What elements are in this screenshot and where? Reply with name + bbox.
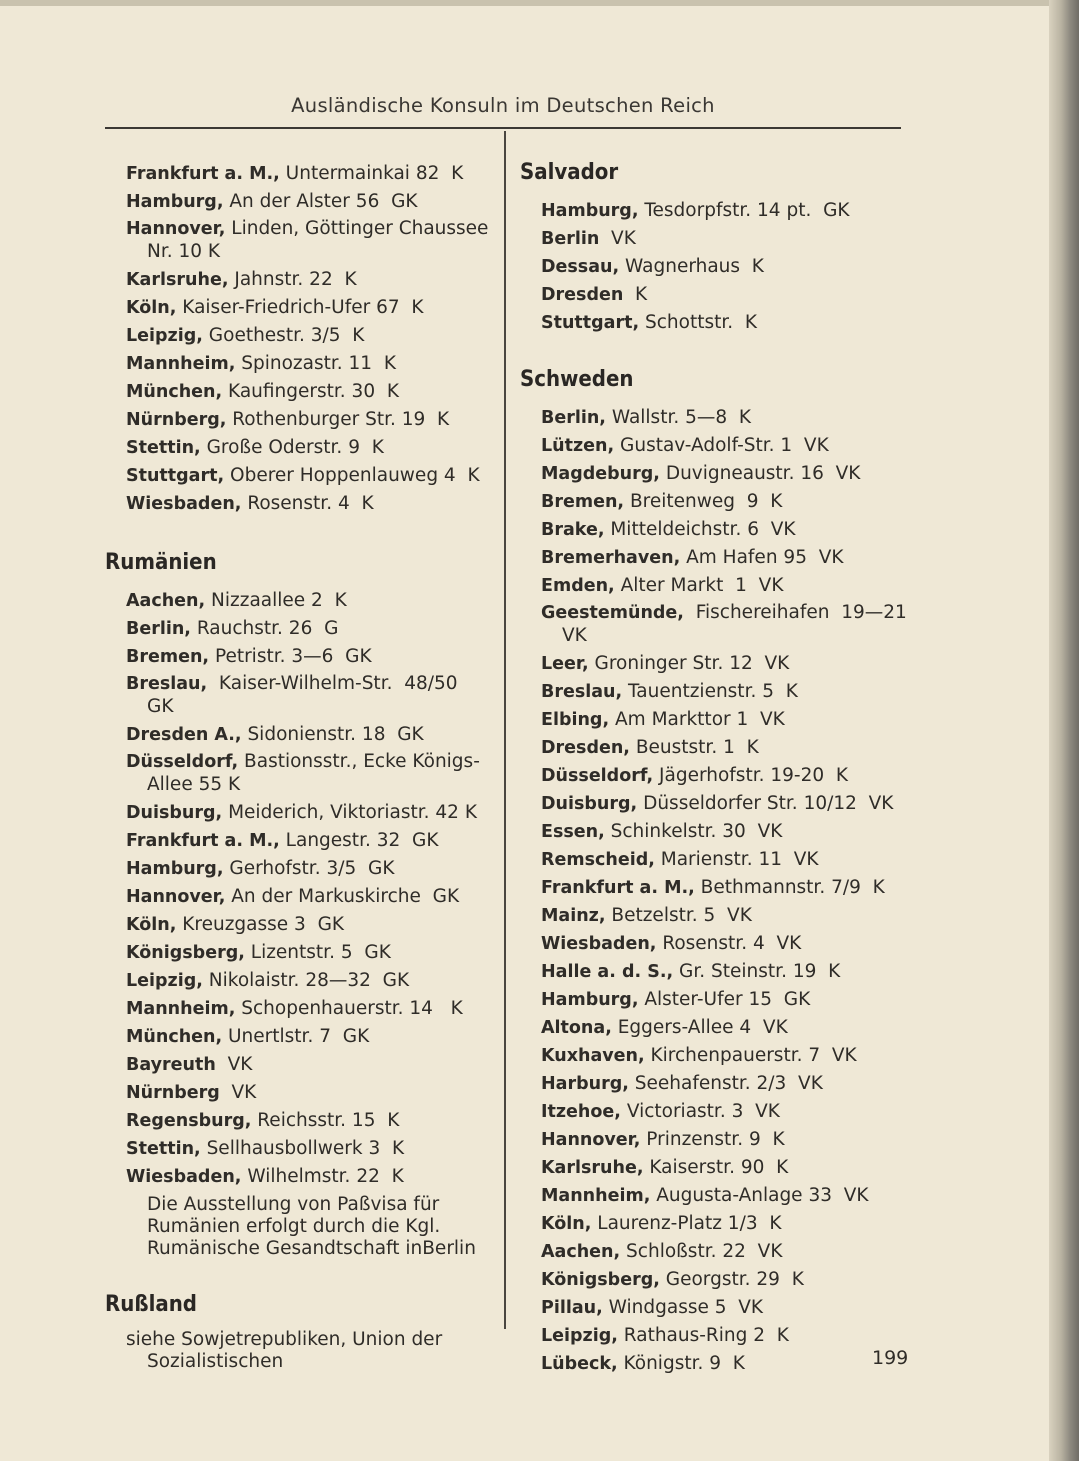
address-text: Reichsstr. 15 K xyxy=(251,1110,400,1131)
address-text: Sellhausbollwerk 3 K xyxy=(200,1138,405,1159)
city-name: Halle a. d. S., xyxy=(541,962,674,982)
address-text: Kaiser-Friedrich-Ufer 67 K xyxy=(176,297,424,318)
city-name: Hannover, xyxy=(126,887,226,907)
address-text: Windgasse 5 VK xyxy=(602,1297,764,1318)
consulate-entry xyxy=(520,818,910,846)
consulate-entry xyxy=(520,1238,910,1266)
city-name: Bremerhaven, xyxy=(541,548,681,568)
consulate-entry xyxy=(105,406,495,434)
consulate-entry xyxy=(520,1042,910,1070)
city-name: Lützen, xyxy=(541,436,615,456)
consulate-entry xyxy=(520,1266,910,1294)
note-line: Die Ausstellung von Paßvisa für xyxy=(147,1194,440,1215)
consulate-entry xyxy=(520,253,910,281)
address-text: Wagnerhaus K xyxy=(619,256,764,277)
address-text: Breitenweg 9 K xyxy=(624,491,783,512)
city-name: Bayreuth xyxy=(126,1055,216,1075)
address-text: Kaufingerstr. 30 K xyxy=(222,381,399,402)
russland-text-cont: Sozialistischen xyxy=(147,1351,284,1372)
city-name: Duisburg, xyxy=(126,803,223,823)
consulate-entry xyxy=(520,1014,910,1042)
city-name: Köln, xyxy=(126,915,177,935)
consulate-entry xyxy=(520,460,910,488)
address-text: Fischereihafen 19—21 xyxy=(683,602,907,623)
consulate-entry xyxy=(105,490,495,518)
city-name: Leipzig, xyxy=(541,1326,618,1346)
consulate-entry xyxy=(105,939,495,967)
address-text: Spinozastr. 11 K xyxy=(235,353,396,374)
consulate-entry xyxy=(105,266,495,294)
address-text: Tesdorpfstr. 14 pt. GK xyxy=(638,200,850,221)
address-text: Am Markttor 1 VK xyxy=(609,709,785,730)
address-text: Kirchenpauerstr. 7 VK xyxy=(644,1045,857,1066)
consulate-entry xyxy=(105,799,495,827)
city-name: Königsberg, xyxy=(541,1270,660,1290)
address-text: Rathaus-Ring 2 K xyxy=(617,1325,789,1346)
address-text: Langestr. 32 GK xyxy=(279,830,439,851)
city-name: Breslau, xyxy=(126,674,208,694)
address-text: Groninger Str. 12 VK xyxy=(588,653,790,674)
city-name: Berlin xyxy=(541,229,600,249)
consulate-entry xyxy=(105,1135,495,1163)
section-title-rumaenien: Rumänien xyxy=(105,550,217,575)
consulate-entry xyxy=(105,1051,495,1079)
consulate-entry xyxy=(520,1098,910,1126)
address-text: Mitteldeichstr. 6 VK xyxy=(604,519,796,540)
address-text: Rosenstr. 4 K xyxy=(241,493,374,514)
consulate-entry xyxy=(520,404,910,432)
city-name: Nürnberg, xyxy=(126,410,227,430)
address-text: Jahnstr. 22 K xyxy=(228,269,357,290)
city-name: Düsseldorf, xyxy=(126,752,239,772)
consulate-entry xyxy=(520,846,910,874)
address-text: VK xyxy=(215,1054,253,1075)
consulate-entry xyxy=(520,488,910,516)
consulate-entry xyxy=(105,160,495,188)
city-name: Essen, xyxy=(541,822,605,842)
consulate-entry xyxy=(520,516,910,544)
address-text: Nikolaistr. 28—32 GK xyxy=(202,970,410,991)
consulate-entry xyxy=(105,378,495,406)
consulate-entry xyxy=(520,678,910,706)
city-name: Stettin, xyxy=(126,438,201,458)
city-name: Mannheim, xyxy=(126,354,236,374)
consulate-entry xyxy=(105,827,495,855)
city-name: Bremen, xyxy=(541,492,625,512)
address-text: Große Oderstr. 9 K xyxy=(200,437,384,458)
city-name: Pillau, xyxy=(541,1298,603,1318)
city-name: Kuxhaven, xyxy=(541,1046,645,1066)
consulate-entry xyxy=(520,281,910,309)
city-name: Stettin, xyxy=(126,1139,201,1159)
section-title-salvador: Salvador xyxy=(520,160,619,185)
address-text: Sidonienstr. 18 GK xyxy=(241,724,424,745)
city-name: Hannover, xyxy=(126,219,226,239)
consulate-entry xyxy=(105,671,495,721)
city-name: Dresden A., xyxy=(126,725,242,745)
consulate-entry xyxy=(520,1350,910,1378)
consulate-entry xyxy=(520,706,910,734)
city-name: Stuttgart, xyxy=(541,313,640,333)
consulate-entry xyxy=(520,958,910,986)
consulate-entry xyxy=(520,1070,910,1098)
consulate-entry xyxy=(105,643,495,671)
consulate-entry xyxy=(520,432,910,460)
city-name: Leer, xyxy=(541,654,589,674)
consulate-entry xyxy=(520,790,910,818)
consulate-entry xyxy=(520,1294,910,1322)
address-continuation: Nr. 10 K xyxy=(147,240,221,262)
city-name: Stuttgart, xyxy=(126,466,225,486)
consulate-entry xyxy=(105,462,495,490)
city-name: Dresden xyxy=(541,285,624,305)
consulate-entry xyxy=(105,294,495,322)
consulate-entry xyxy=(520,874,910,902)
address-text: Betzelstr. 5 VK xyxy=(605,905,752,926)
city-name: Leipzig, xyxy=(126,326,203,346)
city-name: Hannover, xyxy=(541,1130,641,1150)
consulate-entry xyxy=(520,572,910,600)
section-title-schweden: Schweden xyxy=(520,367,634,392)
address-text: Rauchstr. 26 G xyxy=(190,618,339,639)
city-name: Dresden, xyxy=(541,738,630,758)
city-name: Hamburg, xyxy=(126,859,224,879)
consulate-entry xyxy=(105,1163,495,1191)
city-name: Frankfurt a. M., xyxy=(126,164,280,184)
address-text: Alter Markt 1 VK xyxy=(614,575,784,596)
city-name: Magdeburg, xyxy=(541,464,660,484)
city-name: Duisburg, xyxy=(541,794,638,814)
address-text: Petristr. 3—6 GK xyxy=(209,646,372,667)
consulate-entry xyxy=(520,225,910,253)
address-text: Gr. Steinstr. 19 K xyxy=(673,961,841,982)
consulate-entry xyxy=(105,911,495,939)
city-name: Aachen, xyxy=(541,1242,621,1262)
city-name: Dessau, xyxy=(541,257,620,277)
rumaenien-note xyxy=(105,1194,495,1260)
address-text: Bethmannstr. 7/9 K xyxy=(694,877,885,898)
city-name: Mannheim, xyxy=(541,1186,651,1206)
address-text: An der Alster 56 GK xyxy=(223,191,418,212)
address-text: Schottstr. K xyxy=(639,312,758,333)
right-column xyxy=(520,160,910,1378)
city-name: Karlsruhe, xyxy=(126,270,229,290)
russland-note xyxy=(105,1329,495,1373)
address-text: Eggers-Allee 4 VK xyxy=(611,1017,788,1038)
city-name: Breslau, xyxy=(541,682,623,702)
consulate-entry xyxy=(520,309,910,337)
consulate-entry xyxy=(105,615,495,643)
city-name: Remscheid, xyxy=(541,850,655,870)
address-text: Bastionsstr., Ecke Königs- xyxy=(238,751,480,772)
city-name: Hamburg, xyxy=(126,192,224,212)
consulate-entry xyxy=(105,587,495,615)
consulate-entry xyxy=(520,902,910,930)
consulate-entry xyxy=(520,544,910,572)
consulate-entry xyxy=(520,734,910,762)
address-text: Kaiserstr. 90 K xyxy=(643,1157,789,1178)
address-text: Königstr. 9 K xyxy=(617,1353,745,1374)
address-text: K xyxy=(623,284,648,305)
address-text: Wilhelmstr. 22 K xyxy=(241,1166,404,1187)
city-name: Frankfurt a. M., xyxy=(126,831,280,851)
consulate-entry xyxy=(520,1210,910,1238)
page-number: 199 xyxy=(872,1347,909,1369)
russland-text: siehe Sowjetrepubliken, Union der xyxy=(126,1329,443,1350)
consulate-entry xyxy=(520,197,910,225)
city-name: Nürnberg xyxy=(126,1083,220,1103)
city-name: Köln, xyxy=(541,1214,592,1234)
consulate-entry xyxy=(520,762,910,790)
city-name: Mainz, xyxy=(541,906,606,926)
address-continuation: VK xyxy=(562,624,587,646)
address-text: Georgstr. 29 K xyxy=(659,1269,804,1290)
city-name: Hamburg, xyxy=(541,990,639,1010)
address-text: Augusta-Anlage 33 VK xyxy=(650,1185,869,1206)
address-text: Gustav-Adolf-Str. 1 VK xyxy=(614,435,829,456)
address-text: Victoriastr. 3 VK xyxy=(620,1101,780,1122)
city-name: Leipzig, xyxy=(126,971,203,991)
schweden-entries xyxy=(520,404,910,1378)
address-text: Rosenstr. 4 VK xyxy=(656,933,802,954)
address-text: VK xyxy=(219,1082,257,1103)
address-text: Lizentstr. 5 GK xyxy=(244,942,391,963)
rumaenien-entries xyxy=(105,587,495,1191)
city-name: Geestemünde, xyxy=(541,603,684,623)
continued-entries xyxy=(105,160,495,518)
address-text: Oberer Hoppenlauweg 4 K xyxy=(224,465,480,486)
consulate-entry xyxy=(105,883,495,911)
address-text: Nizzaallee 2 K xyxy=(205,590,347,611)
consulate-entry xyxy=(520,600,910,650)
address-text: Düsseldorfer Str. 10/12 VK xyxy=(637,793,894,814)
salvador-entries xyxy=(520,197,910,337)
address-text: Jägerhofstr. 19-20 K xyxy=(653,765,849,786)
section-title-russland: Rußland xyxy=(105,1292,197,1317)
header-rule xyxy=(105,127,901,129)
city-name: Wiesbaden, xyxy=(126,1167,242,1187)
column-divider xyxy=(504,131,506,1329)
running-header: Ausländische Konsuln im Deutschen Reich xyxy=(291,94,715,117)
city-name: Frankfurt a. M., xyxy=(541,878,695,898)
city-name: Berlin, xyxy=(126,619,191,639)
address-continuation: GK xyxy=(147,695,174,717)
consulate-entry xyxy=(105,188,495,216)
address-text: Seehafenstr. 2/3 VK xyxy=(628,1073,823,1094)
address-text: An der Markuskirche GK xyxy=(225,886,460,907)
address-text: Rothenburger Str. 19 K xyxy=(226,409,450,430)
address-text: Prinzenstr. 9 K xyxy=(640,1129,785,1150)
consulate-entry xyxy=(105,995,495,1023)
address-text: Schinkelstr. 30 VK xyxy=(604,821,783,842)
city-name: Lübeck, xyxy=(541,1354,618,1374)
city-name: Königsberg, xyxy=(126,943,245,963)
left-column xyxy=(105,160,495,1373)
consulate-entry xyxy=(520,930,910,958)
consulate-entry xyxy=(105,434,495,462)
note-line: Rumänien erfolgt durch die Kgl. xyxy=(147,1216,441,1237)
consulate-entry xyxy=(520,986,910,1014)
address-text: Kreuzgasse 3 GK xyxy=(176,914,345,935)
city-name: Brake, xyxy=(541,520,605,540)
city-name: Düsseldorf, xyxy=(541,766,654,786)
page-top-edge xyxy=(0,0,1079,6)
city-name: Altona, xyxy=(541,1018,612,1038)
consulate-entry xyxy=(105,350,495,378)
consulate-entry xyxy=(520,1126,910,1154)
consulate-entry xyxy=(520,1322,910,1350)
note-line: Rumänische Gesandtschaft inBerlin xyxy=(147,1238,476,1259)
consulate-entry xyxy=(105,1079,495,1107)
consulate-entry xyxy=(105,855,495,883)
city-name: Aachen, xyxy=(126,591,206,611)
address-text: Am Hafen 95 VK xyxy=(680,547,844,568)
city-name: München, xyxy=(126,382,223,402)
city-name: Harburg, xyxy=(541,1074,629,1094)
address-text: Gerhofstr. 3/5 GK xyxy=(223,858,395,879)
address-text: Linden, Göttinger Chaussee xyxy=(225,218,489,239)
consulate-entry xyxy=(520,650,910,678)
city-name: Wiesbaden, xyxy=(541,934,657,954)
city-name: Mannheim, xyxy=(126,999,236,1019)
address-text: Meiderich, Viktoriastr. 42 K xyxy=(222,802,477,823)
address-text: Schopenhauerstr. 14 K xyxy=(235,998,463,1019)
consulate-entry xyxy=(105,322,495,350)
address-text: Tauentzienstr. 5 K xyxy=(622,681,798,702)
city-name: Köln, xyxy=(126,298,177,318)
address-text: Marienstr. 11 VK xyxy=(654,849,819,870)
address-text: Beuststr. 1 K xyxy=(629,737,759,758)
city-name: Bremen, xyxy=(126,647,210,667)
address-continuation: Allee 55 K xyxy=(147,773,241,795)
address-text: VK xyxy=(599,228,636,249)
address-text: Untermainkai 82 K xyxy=(279,163,464,184)
address-text: Unertlstr. 7 GK xyxy=(222,1026,370,1047)
consulate-entry xyxy=(105,967,495,995)
consulate-entry xyxy=(105,1107,495,1135)
consulate-entry xyxy=(105,749,495,799)
address-text: Wallstr. 5—8 K xyxy=(605,407,752,428)
consulate-entry xyxy=(105,1023,495,1051)
city-name: Karlsruhe, xyxy=(541,1158,644,1178)
address-text: Kaiser-Wilhelm-Str. 48/50 xyxy=(207,673,458,694)
consulate-entry xyxy=(520,1182,910,1210)
city-name: Regensburg, xyxy=(126,1111,252,1131)
consulate-entry xyxy=(105,216,495,266)
city-name: Hamburg, xyxy=(541,201,639,221)
address-text: Duvigneaustr. 16 VK xyxy=(659,463,861,484)
address-text: Alster-Ufer 15 GK xyxy=(638,989,811,1010)
city-name: Emden, xyxy=(541,576,615,596)
book-spine-edge xyxy=(1049,0,1079,1461)
city-name: München, xyxy=(126,1027,223,1047)
city-name: Elbing, xyxy=(541,710,610,730)
city-name: Berlin, xyxy=(541,408,606,428)
consulate-entry xyxy=(520,1154,910,1182)
address-text: Goethestr. 3/5 K xyxy=(202,325,365,346)
city-name: Wiesbaden, xyxy=(126,494,242,514)
address-text: Laurenz-Platz 1/3 K xyxy=(591,1213,782,1234)
city-name: Itzehoe, xyxy=(541,1102,621,1122)
consulate-entry xyxy=(105,721,495,749)
address-text: Schloßstr. 22 VK xyxy=(620,1241,783,1262)
